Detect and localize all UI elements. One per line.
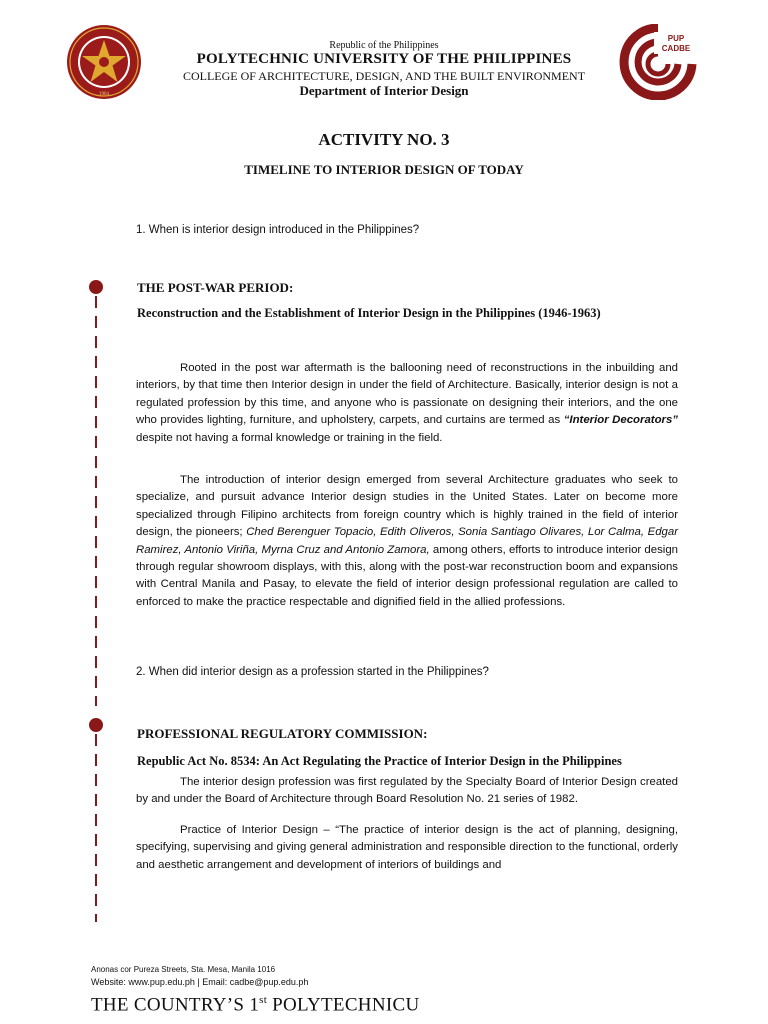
- activity-title: ACTIVITY NO. 3: [318, 130, 450, 149]
- college-name: COLLEGE OF ARCHITECTURE, DESIGN, AND THE BUILT ENVIRONMENT: [182, 69, 586, 83]
- pioneers-names: Ched Berenguer Topacio, Edith Oliveros, Sonia Santiago Olivares, Lor Calma, Edgar Ramirez, Antonio Viriña, Myrna Cruz and Antonio Zamora,: [136, 526, 678, 556]
- section-subtitle-reconstruction: Reconstruction and the Establishment of Interior Design in the Philippines (1946-1963): [137, 306, 601, 320]
- svg-text:CADBE: CADBE: [661, 44, 691, 53]
- svg-text:PUP: PUP: [667, 34, 685, 43]
- paragraph-post-war-2: [136, 472, 678, 611]
- paragraph-text: among others, efforts to introduce interior design through regular showroom displays, with this, along with the post-war reconstruction boom and expansions with Central Manila and Pasay, to elevate the field of interior design professional regulation are called to enforced to make the practice respectable and dignified field in the allied professions.: [136, 543, 678, 608]
- paragraph-text: despite not having a formal knowledge or training in the field.: [136, 431, 443, 444]
- section-subtitle-ra-8534: Republic Act No. 8534: An Act Regulating the Practice of Interior Design in the Philippines: [137, 754, 622, 768]
- footer-tagline: [91, 994, 419, 1016]
- question-2: 2. When did interior design as a profession started in the Philippines?: [136, 666, 489, 678]
- question-1: 1. When is interior design introduced in the Philippines?: [136, 224, 420, 236]
- paragraph-text: Rooted in the post war aftermath is the ballooning need of reconstructions in the inbuilding and interiors, by that time then Interior design in under the field of Architecture. Basically, interior design is not a regulated profession by this time, and anyone who is passionate on designing their interiors, and the one who provides lighting, furniture, and upholstery, carpets, and curtains are termed as: [136, 362, 678, 427]
- paragraph-post-war-1: [136, 360, 678, 447]
- university-name: POLYTECHNIC UNIVERSITY OF THE PHILIPPINES: [196, 51, 572, 67]
- tagline-text: THE COUNTRY’S 1: [91, 994, 260, 1016]
- paragraph-text: The introduction of interior design emerged from several Architecture graduates who seek to specialize, and pursuit advance Interior design studies in the United States. Later on become more specialized through Filipino architects from foreign country which is highly trained in the field of interior design, the pioneers;: [136, 474, 678, 539]
- footer-contact: Website: www.pup.edu.ph | Email: cadbe@pup.edu.ph: [91, 977, 309, 987]
- republic-heading: Republic of the Philippines: [329, 40, 439, 51]
- tagline-text: POLYTECHNICU: [267, 994, 420, 1016]
- section-title-post-war: THE POST-WAR PERIOD:: [137, 280, 294, 295]
- footer-address: Anonas cor Pureza Streets, Sta. Mesa, Manila 1016: [91, 965, 276, 974]
- activity-subtitle: TIMELINE TO INTERIOR DESIGN OF TODAY: [244, 162, 524, 177]
- tagline-ordinal: st: [259, 994, 268, 1006]
- seal-year: 1904: [99, 92, 109, 97]
- timeline-dashed-line: [95, 296, 97, 706]
- timeline-dot: [89, 718, 103, 732]
- emphasis-interior-decorators: “Interior Decorators”: [563, 414, 678, 427]
- timeline-dot: [89, 280, 103, 294]
- section-title-prc: PROFESSIONAL REGULATORY COMMISSION:: [137, 726, 428, 741]
- department-name: Department of Interior Design: [299, 83, 469, 98]
- paragraph-prc-2: Practice of Interior Design – “The practice of interior design is the act of planning, designing, specifying, supervising and giving general administration and responsible direction to the functional, orderly and aesthetic arrangement and development of interiors of buildings and: [136, 824, 678, 871]
- paragraph-prc-1: The interior design profession was first regulated by the Specialty Board of Interior Design created by and under the Board of Architecture through Board Resolution No. 21 series of 1982.: [136, 776, 678, 806]
- timeline-dashed-line: [95, 734, 97, 922]
